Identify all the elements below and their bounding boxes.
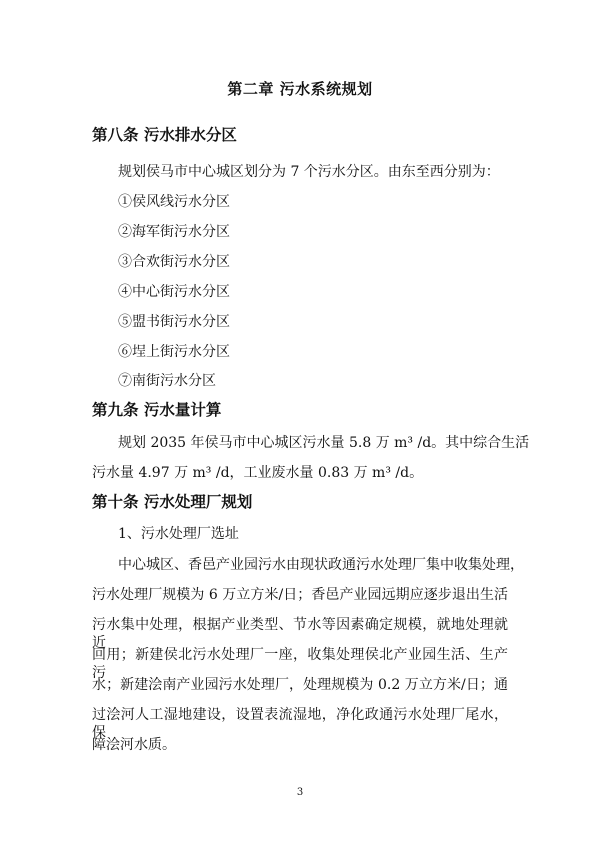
district-item: ⑥埕上街污水分区 (118, 344, 230, 360)
article-10-line: 障浍河水质。 (92, 737, 176, 753)
district-item: ⑤盟书街污水分区 (118, 314, 230, 330)
article-8-intro: 规划侯马市中心城区划分为 7 个污水分区。由东至西分别为： (118, 164, 500, 180)
article-10-line: 污水处理厂规模为 6 万立方米/日；香邑产业园远期应逐步退出生活 (92, 587, 508, 603)
district-item: ②海军街污水分区 (118, 224, 230, 240)
article-10-line: 污水集中处理，根据产业类型、节水等因素确定规模，就地处理就近 (92, 617, 508, 651)
article-10-heading: 第十条 污水处理厂规划 (92, 493, 253, 511)
district-item: ⑦南街污水分区 (118, 373, 216, 389)
article-8-heading: 第八条 污水排水分区 (92, 126, 237, 144)
article-10-line: 回用；新建侯北污水处理厂一座，收集处理侯北产业园生活、生产污 (92, 647, 508, 681)
district-item: ④中心街污水分区 (118, 284, 230, 300)
article-9-heading: 第九条 污水量计算 (92, 401, 222, 419)
article-10-subheading: 1、污水处理厂选址 (118, 526, 239, 542)
article-10-line: 中心城区、香邑产业园污水由现状政通污水处理厂集中收集处理， (118, 557, 524, 573)
article-9-line: 规划 2035 年侯马市中心城区污水量 5.8 万 m³ /d。其中综合生活 (118, 435, 530, 451)
article-9-line: 污水量 4.97 万 m³ /d，工业废水量 0.83 万 m³ /d。 (92, 465, 424, 481)
district-item: ③合欢街污水分区 (118, 254, 230, 270)
article-10-line: 过浍河人工湿地建设，设置表流湿地，净化政通污水处理厂尾水，保 (92, 707, 508, 741)
article-10-line: 水；新建浍南产业园污水处理厂，处理规模为 0.2 万立方米/日；通 (92, 677, 508, 693)
district-item: ①侯风线污水分区 (118, 194, 230, 210)
page-number: 3 (296, 787, 304, 798)
chapter-title: 第二章 污水系统规划 (227, 80, 373, 98)
